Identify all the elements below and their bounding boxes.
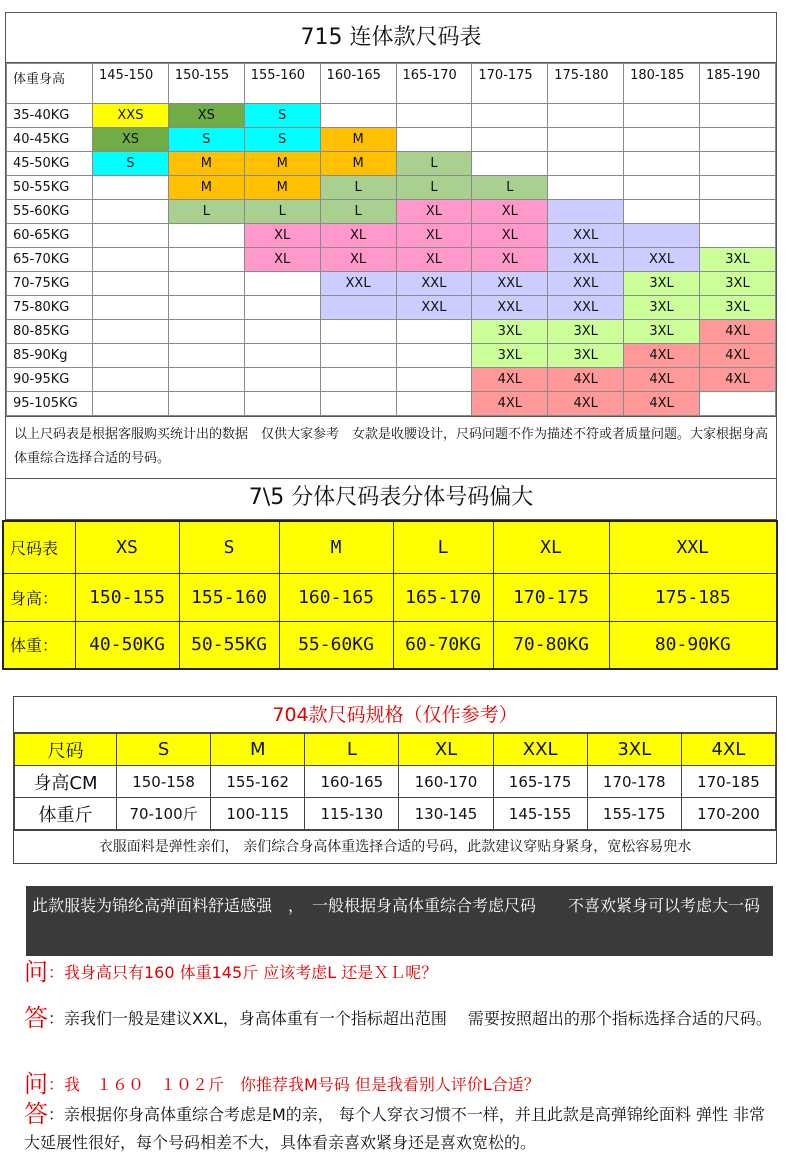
size-cell [93, 320, 169, 344]
size-cell: XL [320, 224, 396, 248]
size-cell: XXL [548, 296, 624, 320]
value-cell: 145-155 [493, 798, 587, 830]
table-row [7, 104, 776, 128]
table-row [7, 224, 776, 248]
weight-label: 60-65KG [7, 224, 93, 248]
value-cell: 55-60KG [279, 621, 393, 669]
size-cell: 4XL [472, 368, 548, 392]
height-header: 150-155 [168, 64, 244, 104]
size-cell [320, 320, 396, 344]
table-row [7, 320, 776, 344]
size-cell: XXL [624, 248, 700, 272]
size-cell [93, 296, 169, 320]
size-cell [93, 344, 169, 368]
table-row [7, 152, 776, 176]
value-cell: L [305, 734, 399, 766]
row-label: 体重： [3, 621, 75, 669]
size-cell: S [244, 104, 320, 128]
size-cell [320, 344, 396, 368]
size-cell: 4XL [624, 392, 700, 416]
size-cell [396, 104, 472, 128]
size-cell: XXS [93, 104, 169, 128]
value-cell: XXL [609, 521, 777, 573]
size-cell [168, 224, 244, 248]
value-cell: 170-175 [493, 573, 609, 621]
question-1 [24, 958, 437, 987]
size-cell [548, 152, 624, 176]
size-header-row [3, 521, 777, 573]
row-label: 身高： [3, 573, 75, 621]
size-cell [93, 200, 169, 224]
value-cell: 155-160 [179, 573, 279, 621]
value-cell: 160-165 [305, 766, 399, 798]
size-cell: XXL [320, 272, 396, 296]
size-chart-704 [13, 696, 777, 864]
value-cell: XS [75, 521, 179, 573]
size-header-row [15, 734, 776, 766]
height-header: 165-170 [396, 64, 472, 104]
value-cell: 50-55KG [179, 621, 279, 669]
size-cell: S [168, 128, 244, 152]
size-cell: XS [93, 128, 169, 152]
size-cell: 4XL [700, 320, 776, 344]
split-size-chart [5, 476, 777, 670]
size-cell [396, 392, 472, 416]
size-cell: XXL [472, 272, 548, 296]
size-cell: 3XL [548, 320, 624, 344]
row-label: 体重斤 [15, 798, 117, 830]
size-cell [93, 176, 169, 200]
size-cell [244, 344, 320, 368]
size-cell: XL [396, 200, 472, 224]
size-cell: L [396, 152, 472, 176]
size-cell [168, 368, 244, 392]
size-cell [244, 272, 320, 296]
size-cell: XS [168, 104, 244, 128]
answer-1 [24, 1004, 776, 1033]
size-cell: XL [472, 200, 548, 224]
size-chart-715-note: 以上尺码表是根据客服购买统计出的数据 仅供大家参考 女款是收腰设计，尺码问题不作为描述不符或者质量问题。大家根据身高体重综合选择合适的号码。 [6, 416, 776, 478]
value-cell: M [211, 734, 305, 766]
table-row [7, 392, 776, 416]
size-cell: L [472, 176, 548, 200]
weight-label: 95-105KG [7, 392, 93, 416]
answer-marker: 答 [24, 1100, 48, 1128]
size-cell: XXL [548, 272, 624, 296]
value-cell: XXL [493, 734, 587, 766]
value-cell: L [393, 521, 493, 573]
height-header: 175-180 [548, 64, 624, 104]
size-cell [320, 392, 396, 416]
size-cell [624, 104, 700, 128]
split-size-table [2, 520, 778, 670]
value-cell: 150-155 [75, 573, 179, 621]
size-cell [700, 224, 776, 248]
header-row [7, 64, 776, 104]
answer-text: ：亲根据你身高体重综合考虑是M的亲， 每个人穿衣习惯不一样，并且此款是高弹锦纶面料 弹性 非常大延展性很好，每个号码相差不大，具体看亲喜欢紧身还是喜欢宽松的。 [24, 1105, 766, 1152]
height-row [3, 573, 777, 621]
value-cell: 175-185 [609, 573, 777, 621]
value-cell: 155-162 [211, 766, 305, 798]
value-cell: 70-80KG [493, 621, 609, 669]
size-cell: 3XL [472, 320, 548, 344]
size-cell: L [320, 176, 396, 200]
size-cell [244, 368, 320, 392]
size-cell [624, 176, 700, 200]
corner-cell: 体重身高 [7, 64, 93, 104]
size-cell [168, 272, 244, 296]
size-cell: 3XL [624, 296, 700, 320]
height-header: 170-175 [472, 64, 548, 104]
size-cell: M [168, 176, 244, 200]
value-cell: 155-175 [587, 798, 681, 830]
size-cell: XL [244, 248, 320, 272]
size-cell: 3XL [472, 344, 548, 368]
size-cell: XXL [548, 248, 624, 272]
size-cell: XL [396, 248, 472, 272]
value-cell: M [279, 521, 393, 573]
value-cell: 80-90KG [609, 621, 777, 669]
value-cell: 160-165 [279, 573, 393, 621]
size-cell [548, 200, 624, 224]
size-cell [168, 344, 244, 368]
value-cell: 40-50KG [75, 621, 179, 669]
height-header: 180-185 [624, 64, 700, 104]
size-cell [548, 176, 624, 200]
size-cell: 3XL [700, 248, 776, 272]
size-cell [320, 104, 396, 128]
value-cell: 4XL [681, 734, 775, 766]
size-cell [700, 128, 776, 152]
answer-text: ：亲我们一般是建议XXL，身高体重有一个指标超出范围 需要按照超出的那个指标选择合适的尺码。 [48, 1009, 772, 1028]
size-cell: XXL [472, 296, 548, 320]
height-header: 145-150 [93, 64, 169, 104]
size-cell [624, 152, 700, 176]
value-cell: XL [493, 521, 609, 573]
size-cell: M [168, 152, 244, 176]
value-cell: 70-100斤 [117, 798, 211, 830]
value-cell: 60-70KG [393, 621, 493, 669]
size-grid [6, 63, 776, 416]
weight-label: 40-45KG [7, 128, 93, 152]
value-cell: 150-158 [117, 766, 211, 798]
answer-2 [24, 1100, 776, 1157]
table-row [7, 176, 776, 200]
table-row [7, 296, 776, 320]
size-cell [244, 296, 320, 320]
size-chart-715-title: 715 连体款尺码表 [6, 13, 776, 63]
fabric-notice-banner: 此款服装为锦纶高弹面料舒适感强 ， 一般根据身高体重综合考虑尺码 不喜欢紧身可以考虑大一码 [26, 886, 773, 956]
question-text: ：我 １６０ １０２斤 你推荐我M号码 但是我看别人评价L合适？ [48, 1075, 540, 1094]
weight-label: 75-80KG [7, 296, 93, 320]
size-cell [168, 296, 244, 320]
size-cell [472, 104, 548, 128]
size-cell [396, 344, 472, 368]
question-marker: 问 [24, 958, 48, 986]
size-spec-table [14, 733, 776, 830]
weight-label: 35-40KG [7, 104, 93, 128]
answer-marker: 答 [24, 1004, 48, 1032]
size-cell: XXL [548, 224, 624, 248]
size-cell: 3XL [624, 320, 700, 344]
size-cell: 4XL [700, 344, 776, 368]
value-cell: XL [399, 734, 493, 766]
weight-row [3, 621, 777, 669]
weight-label: 50-55KG [7, 176, 93, 200]
size-cell: S [93, 152, 169, 176]
weight-label: 55-60KG [7, 200, 93, 224]
table-row [7, 368, 776, 392]
size-cell [396, 368, 472, 392]
question-text: ：我身高只有160 体重145斤 应该考虑L 还是ＸＬ呢？ [48, 963, 438, 982]
size-cell: 4XL [624, 344, 700, 368]
table-row [7, 128, 776, 152]
weight-label: 80-85KG [7, 320, 93, 344]
table-row [7, 248, 776, 272]
size-cell: 4XL [548, 368, 624, 392]
value-cell: 160-170 [399, 766, 493, 798]
size-cell [548, 128, 624, 152]
value-cell: 3XL [587, 734, 681, 766]
size-cell: XL [472, 224, 548, 248]
size-cell [244, 392, 320, 416]
size-cell [624, 128, 700, 152]
size-cell: 4XL [548, 392, 624, 416]
value-cell: 170-178 [587, 766, 681, 798]
size-cell: L [320, 200, 396, 224]
height-header: 160-165 [320, 64, 396, 104]
weight-label: 45-50KG [7, 152, 93, 176]
size-cell [93, 248, 169, 272]
weight-label: 70-75KG [7, 272, 93, 296]
value-cell: 165-170 [393, 573, 493, 621]
size-cell: S [244, 128, 320, 152]
size-cell [396, 128, 472, 152]
size-cell: L [396, 176, 472, 200]
value-cell: 170-185 [681, 766, 775, 798]
table-row [7, 344, 776, 368]
size-cell [700, 152, 776, 176]
size-cell: XL [244, 224, 320, 248]
size-cell [396, 320, 472, 344]
size-cell: 4XL [624, 368, 700, 392]
size-cell [93, 224, 169, 248]
height-header: 185-190 [700, 64, 776, 104]
size-cell: 4XL [472, 392, 548, 416]
size-cell [93, 392, 169, 416]
size-cell [168, 392, 244, 416]
size-chart-704-title: 704款尺码规格（仅作参考） [14, 697, 776, 733]
size-cell: XL [320, 248, 396, 272]
size-cell: 4XL [700, 368, 776, 392]
size-cell: 3XL [548, 344, 624, 368]
value-cell: 130-145 [399, 798, 493, 830]
size-cell: M [320, 128, 396, 152]
size-cell: M [244, 176, 320, 200]
question-2 [24, 1070, 540, 1099]
table-row [7, 200, 776, 224]
size-cell [624, 200, 700, 224]
value-cell: S [179, 521, 279, 573]
size-cell: L [168, 200, 244, 224]
value-cell: 165-175 [493, 766, 587, 798]
size-cell [244, 320, 320, 344]
size-cell [168, 248, 244, 272]
height-header: 155-160 [244, 64, 320, 104]
row-label: 身高CM [15, 766, 117, 798]
size-cell: XXL [396, 272, 472, 296]
size-cell [700, 176, 776, 200]
size-cell [624, 224, 700, 248]
size-cell [548, 104, 624, 128]
size-cell [472, 128, 548, 152]
value-cell: 100-115 [211, 798, 305, 830]
weight-label: 85-90Kg [7, 344, 93, 368]
size-cell: 3XL [700, 272, 776, 296]
size-chart-704-note: 衣服面料是弹性亲们， 亲们综合身高体重选择合适的号码，此款建议穿贴身紧身，宽松容易兜水 [14, 830, 776, 863]
size-cell: XXL [396, 296, 472, 320]
size-chart-715 [5, 12, 777, 479]
size-cell [700, 104, 776, 128]
size-cell: XL [472, 248, 548, 272]
size-cell: L [244, 200, 320, 224]
size-cell: 3XL [700, 296, 776, 320]
value-cell: S [117, 734, 211, 766]
weight-label: 65-70KG [7, 248, 93, 272]
question-marker: 问 [24, 1070, 48, 1098]
size-cell [320, 368, 396, 392]
size-cell: XL [396, 224, 472, 248]
table-row [7, 272, 776, 296]
value-cell: 170-200 [681, 798, 775, 830]
size-cell: M [320, 152, 396, 176]
size-cell [168, 320, 244, 344]
row-label: 尺码表 [3, 521, 75, 573]
split-size-chart-title: 7\5 分体尺码表分体号码偏大 [5, 476, 777, 520]
size-cell [320, 296, 396, 320]
row-label: 尺码 [15, 734, 117, 766]
size-cell [93, 272, 169, 296]
value-cell: 115-130 [305, 798, 399, 830]
size-cell [700, 392, 776, 416]
weight-label: 90-95KG [7, 368, 93, 392]
height-row [15, 766, 776, 798]
weight-row [15, 798, 776, 830]
size-cell [700, 200, 776, 224]
size-cell [472, 152, 548, 176]
size-cell: 3XL [624, 272, 700, 296]
size-cell [93, 368, 169, 392]
size-cell: M [244, 152, 320, 176]
